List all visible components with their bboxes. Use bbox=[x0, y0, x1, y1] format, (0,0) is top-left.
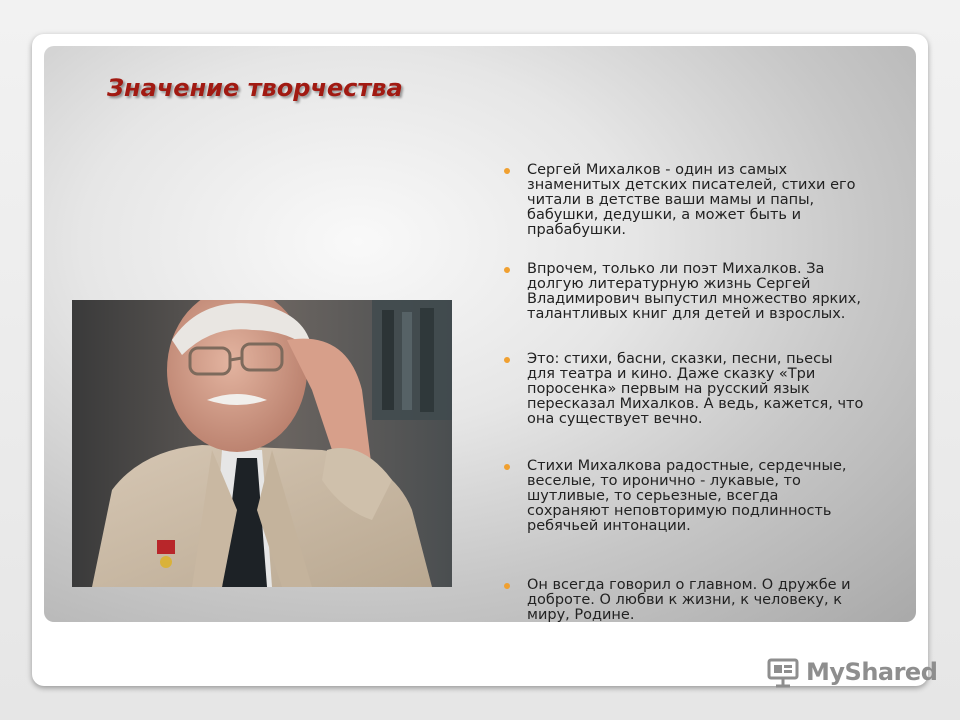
content-bullet-list bbox=[504, 163, 864, 623]
bullet-dot-icon bbox=[504, 267, 510, 273]
bullet-dot-icon bbox=[504, 357, 510, 363]
myshared-watermark bbox=[766, 655, 937, 689]
bullet-text: Сергей Михалков - один из самых знаменитых детских писателей, стихи его читали в детстве ваши мамы и папы, бабушки, дедушки, а может быть и прабабушки. bbox=[527, 162, 856, 238]
bullet-dot-icon bbox=[504, 464, 510, 470]
bullet-dot-icon bbox=[504, 583, 510, 589]
portrait-photo bbox=[72, 300, 452, 587]
bullet-text: Он всегда говорил о главном. О дружбе и доброте. О любви к жизни, к человеку, к миру, Родине. bbox=[527, 577, 851, 623]
bullet-item bbox=[504, 352, 864, 427]
bullet-text: Это: стихи, басни, сказки, песни, пьесы для театра и кино. Даже сказку «Три поросенка» первым на русский язык пересказал Михалков. А ведь, кажется, что она существует вечно. bbox=[527, 351, 864, 427]
bullet-text: Впрочем, только ли поэт Михалков. За долгую литературную жизнь Сергей Владимирович выпустил множество ярких, талантливых книг для детей и взрослых. bbox=[527, 261, 861, 322]
bullet-item bbox=[504, 578, 864, 623]
slide-title: Значение творчества bbox=[107, 74, 403, 102]
watermark-text: MyShared bbox=[806, 658, 938, 686]
bullet-item bbox=[504, 459, 864, 534]
presentation-board-icon bbox=[766, 656, 800, 688]
bullet-item bbox=[504, 163, 864, 238]
bullet-item bbox=[504, 262, 864, 322]
bullet-text: Стихи Михалкова радостные, сердечные, веселые, то иронично - лукавые, то шутливые, то серьезные, всегда сохраняют неповторимую подлинность ребячьей интонации. bbox=[527, 458, 847, 534]
bullet-dot-icon bbox=[504, 168, 510, 174]
